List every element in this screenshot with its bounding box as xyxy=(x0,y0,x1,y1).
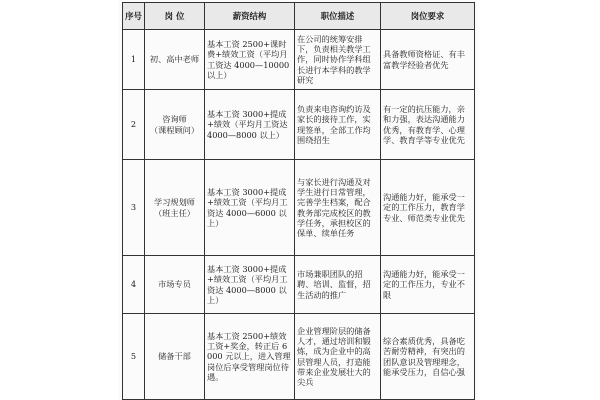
row-description: 市场兼职团队的招聘、培训、监督，招生活动的推广 xyxy=(295,256,381,314)
row-no: 2 xyxy=(123,90,145,160)
table-row xyxy=(123,30,475,90)
row-requirements: 具备教师资格证、有丰富教学经验者优先 xyxy=(381,30,475,90)
row-position xyxy=(145,314,205,400)
position-title: 学习规划师 xyxy=(154,197,195,208)
header-position: 岗 位 xyxy=(145,3,205,30)
row-no: 3 xyxy=(123,160,145,256)
row-requirements: 沟通能力好，能承受一定的工作压力，教育学专业、师范类专业优先 xyxy=(381,160,475,256)
header-description: 职位描述 xyxy=(295,3,381,30)
table-header-row xyxy=(123,3,475,30)
header-requirements: 岗位要求 xyxy=(381,3,475,30)
row-salary: 基本工资 3000+提成+绩效工资（平均月工资达 4000—8000 以上） xyxy=(205,256,295,314)
recruitment-table-sheet xyxy=(118,0,478,400)
table-row xyxy=(123,314,475,400)
row-position xyxy=(145,160,205,256)
position-title: 储备干部 xyxy=(158,351,191,362)
table-row xyxy=(123,160,475,256)
header-no: 序号 xyxy=(123,3,145,30)
row-salary: 基本工资 3000+提成+绩效工资（平均月工资达 4000—6000 以上） xyxy=(205,160,295,256)
job-positions-table xyxy=(122,2,475,400)
header-salary: 薪资结构 xyxy=(205,3,295,30)
row-description: 企业管理阶层的储备人才，通过培训和锻炼，成为企业中的高层管理人员，打造能带来企业发展壮大的尖兵 xyxy=(295,314,381,400)
row-requirements: 综合素质优秀，具备吃苦耐劳精神，有突出的团队意识及管理理念，能承受压力，自信心强 xyxy=(381,314,475,400)
row-salary: 基本工资 2500+绩效工资+奖金，转正后 6000 元以上，进入管理岗位后享受管理岗位待遇。 xyxy=(205,314,295,400)
row-position xyxy=(145,256,205,314)
row-requirements: 有一定的抗压能力，亲和力强，表达沟通能力优秀，有教育学、心理学、教育学等专业优先 xyxy=(381,90,475,160)
position-title: 初、高中老师 xyxy=(149,54,200,65)
row-no: 4 xyxy=(123,256,145,314)
position-subtitle: （课程顾问） xyxy=(149,124,200,135)
row-description: 负责来电咨询约访及家长的接待工作，实现签单，全部工作均围绕招生 xyxy=(295,90,381,160)
table-row xyxy=(123,90,475,160)
table-row xyxy=(123,256,475,314)
row-position xyxy=(145,30,205,90)
row-salary: 基本工资 2500+课时费+绩效工资（平均月工资达 4000—10000 以上） xyxy=(205,30,295,90)
row-no: 1 xyxy=(123,30,145,90)
row-salary: 基本工资 3000+提成+绩效（平均月工资达 4000—8000 以上） xyxy=(205,90,295,160)
position-title: 咨询师 xyxy=(162,114,187,125)
row-no: 5 xyxy=(123,314,145,400)
row-description: 在公司的统筹安排下，负责相关教学工作，同时协作学科组长进行本学科的教学研究 xyxy=(295,30,381,90)
row-position xyxy=(145,90,205,160)
row-description: 与家长进行沟通及对学生进行日常管理，完善学生档案，配合教务部完成校区的教学任务，承担校区的保单、续单任务 xyxy=(295,160,381,256)
position-subtitle: （班主任） xyxy=(154,207,195,218)
row-requirements: 沟通能力好，能承受一定的工作压力，专业不限 xyxy=(381,256,475,314)
position-title: 市场专员 xyxy=(158,279,191,290)
